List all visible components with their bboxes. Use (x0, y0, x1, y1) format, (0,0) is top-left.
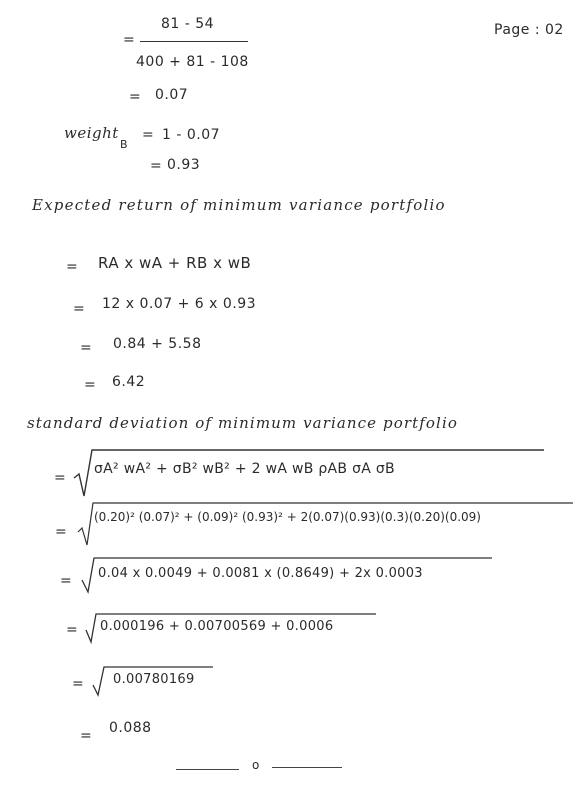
return-substitution: 12 x 0.07 + 6 x 0.93 (102, 296, 257, 312)
end-divider-right (272, 767, 342, 768)
radical (74, 448, 544, 498)
radical (86, 612, 376, 644)
equals-sign: = (80, 728, 93, 744)
equals-sign: = (72, 676, 85, 692)
end-mark: o (252, 758, 260, 772)
equals-sign: = (66, 622, 79, 638)
page-number: Page : 02 (494, 22, 564, 38)
fraction-numerator: 81 - 54 (161, 16, 215, 32)
equals-sign: = (142, 127, 155, 143)
variance-formula: σA² wA² + σB² wB² + 2 wA wB ρAB σA σB (94, 461, 395, 477)
expected-return-result: 6.42 (112, 374, 146, 390)
equals-sign: = (150, 158, 163, 174)
weight-a-result: 0.07 (155, 87, 189, 103)
fraction-bar (140, 41, 248, 42)
radical (78, 500, 573, 548)
equals-sign: = (84, 377, 97, 393)
end-divider-left (176, 769, 239, 770)
variance-result: 0.00780169 (113, 672, 195, 687)
equals-sign: = (66, 259, 79, 275)
weight-b-result: 0.93 (167, 157, 201, 173)
weight-label: weight (64, 124, 119, 142)
variance-products: 0.04 x 0.0049 + 0.0081 x (0.8649) + 2x 0.0003 (98, 566, 423, 581)
equals-sign: = (55, 524, 68, 540)
variance-substitution: (0.20)² (0.07)² + (0.09)² (0.93)² + 2(0.07)(0.93)(0.3)(0.20)(0.09) (94, 510, 481, 524)
weight-b-expression: 1 - 0.07 (162, 127, 221, 143)
return-products: 0.84 + 5.58 (113, 336, 202, 352)
radical (93, 665, 213, 697)
return-formula: RA x wA + RB x wB (98, 254, 252, 272)
radical (82, 556, 492, 596)
equals-sign: = (60, 573, 73, 589)
equals-sign: = (54, 470, 67, 486)
std-dev-result: 0.088 (109, 720, 152, 736)
variance-terms: 0.000196 + 0.00700569 + 0.0006 (100, 619, 334, 634)
equals-sign: = (129, 89, 142, 105)
std-dev-heading: standard deviation of minimum variance portfolio (27, 414, 458, 432)
weight-subscript: B (120, 138, 129, 151)
fraction-denominator: 400 + 81 - 108 (136, 54, 249, 70)
equals-sign: = (73, 301, 86, 317)
equals-sign: = (123, 32, 136, 48)
equals-sign: = (80, 340, 93, 356)
expected-return-heading: Expected return of minimum variance portfolio (32, 196, 446, 214)
